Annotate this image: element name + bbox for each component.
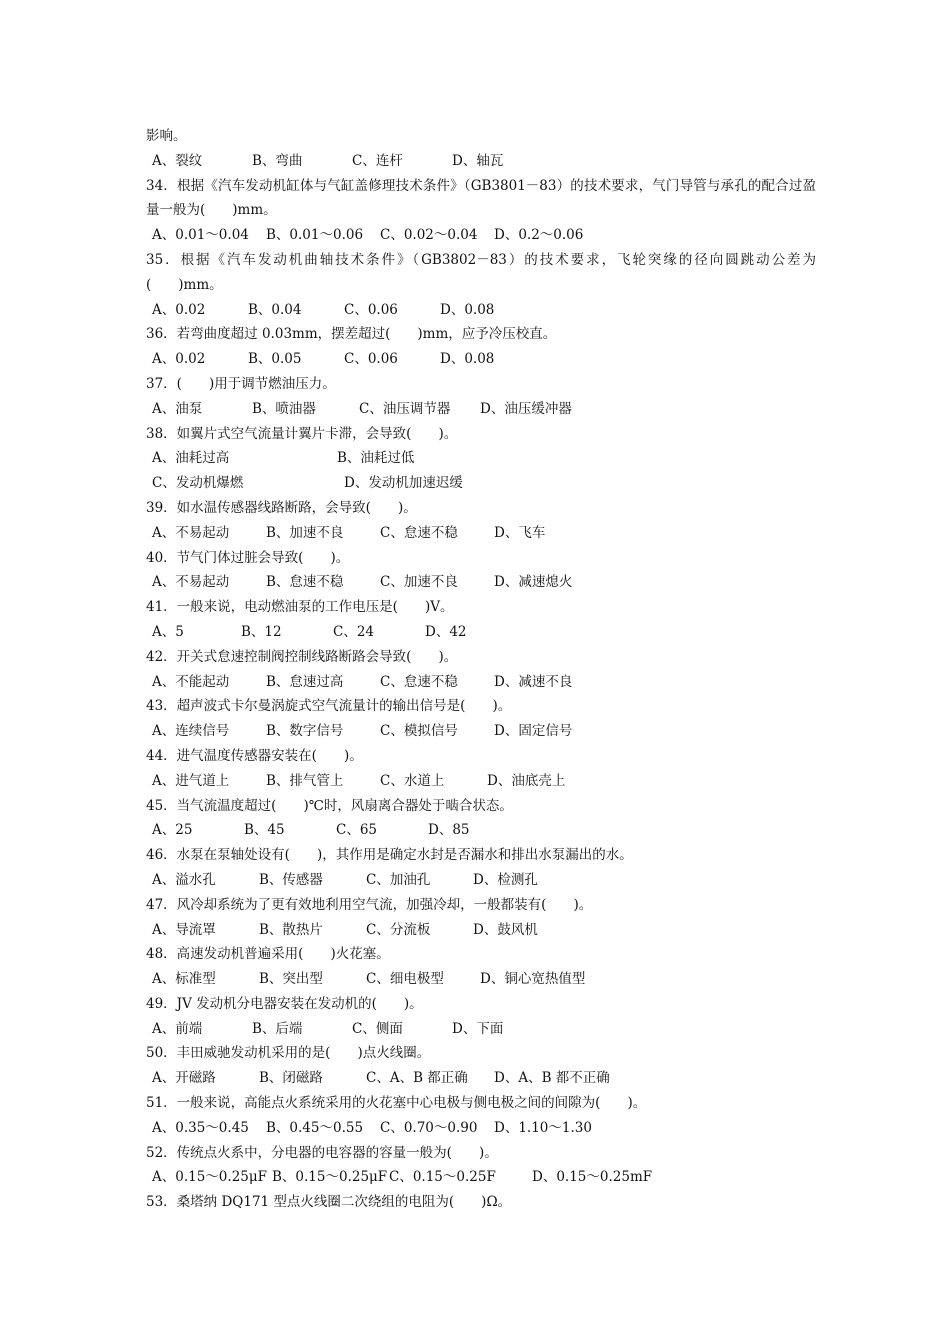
answer-option: B、喷油器 <box>252 400 316 417</box>
answer-option: A、标准型 <box>152 971 216 988</box>
question-text: 40．节气门体过脏会导致( )。 <box>146 549 350 566</box>
answer-option: C、0.70～0.90 <box>380 1119 478 1136</box>
options-row <box>146 471 816 496</box>
options-row <box>146 570 816 595</box>
answer-option: C、A、B 都正确 <box>366 1070 468 1087</box>
options-row <box>146 223 816 248</box>
answer-option: D、油底壳上 <box>487 772 566 789</box>
answer-option: A、25 <box>152 822 193 839</box>
answer-option: A、溢水孔 <box>152 871 216 888</box>
question-text: 47．风冷却系统为了更有效地利用空气流，加强冷却，一般都装有( )。 <box>146 896 593 913</box>
answer-option: B、45 <box>244 822 285 839</box>
answer-option: D、检测孔 <box>473 871 538 888</box>
answer-option: C、加速不良 <box>380 574 458 591</box>
answer-option: D、铜心宽热值型 <box>480 971 586 988</box>
answer-option: B、0.45～0.55 <box>266 1119 364 1136</box>
answer-option: A、连续信号 <box>152 723 230 740</box>
answer-option: C、0.06 <box>344 301 398 318</box>
options-row <box>146 1165 816 1190</box>
answer-option: B、排气管上 <box>266 772 344 789</box>
answer-option: B、加速不良 <box>266 524 344 541</box>
options-row <box>146 298 816 323</box>
answer-option: D、减速熄火 <box>494 574 573 591</box>
question-text: 41．一般来说，电动燃油泵的工作电压是( )V。 <box>146 599 454 616</box>
options-row <box>146 347 816 372</box>
answer-option: C、侧面 <box>352 1020 403 1037</box>
answer-option: B、0.01～0.06 <box>266 227 364 244</box>
answer-option: A、开磁路 <box>152 1070 216 1087</box>
question-text: 50．丰田威驰发动机采用的是( )点火线圈。 <box>146 1045 431 1062</box>
answer-option: C、模拟信号 <box>380 723 458 740</box>
answer-option: A、油泵 <box>152 400 203 417</box>
answer-option: B、怠速过高 <box>266 673 344 690</box>
answer-option: C、怠速不稳 <box>380 524 458 541</box>
options-row <box>146 1017 816 1042</box>
answer-option: B、12 <box>241 623 282 640</box>
answer-option: D、减速不良 <box>494 673 573 690</box>
answer-option: D、0.2～0.06 <box>494 227 584 244</box>
question-text: 46．水泵在泵轴处设有( )，其作用是确定水封是否漏水和排出水泵漏出的水。 <box>146 847 633 864</box>
answer-option: A、不易起动 <box>152 574 230 591</box>
question-text: 43．超声波式卡尔曼涡旋式空气流量计的输出信号是( )。 <box>146 698 512 715</box>
question-text: 37．( )用于调节燃油压力。 <box>146 375 336 392</box>
answer-option: D、油压缓冲器 <box>480 400 572 417</box>
question-text: 影响。 <box>146 128 187 144</box>
answer-option: D、发动机加速迟缓 <box>344 475 463 492</box>
answer-option: D、鼓风机 <box>473 921 538 938</box>
options-row <box>146 446 816 471</box>
answer-option: D、0.08 <box>440 351 495 368</box>
answer-option: C、0.02～0.04 <box>380 227 478 244</box>
answer-option: A、不易起动 <box>152 524 230 541</box>
question-text: 48．高速发动机普遍采用( )火花塞。 <box>146 946 390 963</box>
answer-option: A、0.01～0.04 <box>152 227 249 244</box>
answer-option: A、0.02 <box>152 301 206 318</box>
answer-option: A、0.15～0.25μF <box>152 1169 268 1186</box>
answer-option: B、突出型 <box>259 971 323 988</box>
answer-option: C、发动机爆燃 <box>152 475 244 492</box>
options-row <box>146 670 816 695</box>
options-row <box>146 397 816 422</box>
question-text: 51．一般来说，高能点火系统采用的火花塞中心电极与侧电极之间的间隙为( )。 <box>146 1095 647 1112</box>
answer-option: B、数字信号 <box>266 723 344 740</box>
answer-option: B、传感器 <box>259 871 323 888</box>
question-text: 36．若弯曲度超过 0.03mm，摆差超过( )mm，应予冷压校直。 <box>146 326 557 343</box>
options-row <box>146 818 816 843</box>
answer-option: A、前端 <box>152 1020 203 1037</box>
answer-option: A、不能起动 <box>152 673 230 690</box>
question-text: 35．根据《汽车发动机曲轴技术条件》（GB3802－83）的技术要求，飞轮突缘的径向圆跳动公差为( )mm。 <box>146 251 816 293</box>
question-text: 34．根据《汽车发动机缸体与气缸盖修理技术条件》（GB3801－83）的技术要求，气门导管与承孔的配合过盈量一般为( )mm。 <box>146 177 816 219</box>
answer-option: D、轴瓦 <box>452 152 504 169</box>
answer-option: C、连杆 <box>352 152 403 169</box>
question-text: 42．开关式怠速控制阀控制线路断路会导致( )。 <box>146 648 458 665</box>
answer-option: C、油压调节器 <box>359 400 451 417</box>
answer-option: A、0.02 <box>152 351 206 368</box>
answer-option: C、65 <box>336 822 378 839</box>
answer-option: B、0.15～0.25μF <box>272 1169 388 1186</box>
question-text: 44．进气温度传感器安装在( )。 <box>146 747 363 764</box>
options-row <box>146 620 816 645</box>
answer-option: B、弯曲 <box>252 152 303 169</box>
options-row <box>146 1066 816 1091</box>
question-text: 49．JV 发动机分电器安装在发动机的( )。 <box>146 995 423 1012</box>
answer-option: D、42 <box>425 623 467 640</box>
answer-option: D、85 <box>428 822 470 839</box>
answer-option: A、油耗过高 <box>152 450 230 467</box>
question-text: 53．桑塔纳 DQ171 型点火线圈二次绕组的电阻为( )Ω。 <box>146 1194 512 1211</box>
answer-option: D、A、B 都不正确 <box>494 1070 610 1087</box>
answer-option: D、下面 <box>452 1020 504 1037</box>
answer-option: B、闭磁路 <box>259 1070 323 1087</box>
answer-option: C、0.06 <box>344 351 398 368</box>
question-text: 39．如水温传感器线路断路，会导致( )。 <box>146 499 417 516</box>
options-row <box>146 719 816 744</box>
answer-option: D、固定信号 <box>494 723 573 740</box>
answer-option: B、怠速不稳 <box>266 574 344 591</box>
answer-option: C、24 <box>333 623 375 640</box>
options-row <box>146 868 816 893</box>
answer-option: D、飞车 <box>494 524 546 541</box>
options-row <box>146 149 816 174</box>
answer-option: A、进气道上 <box>152 772 230 789</box>
options-row <box>146 918 816 943</box>
answer-option: B、油耗过低 <box>337 450 415 467</box>
answer-option: C、分流板 <box>366 921 431 938</box>
answer-option: B、散热片 <box>259 921 323 938</box>
options-row <box>146 1116 816 1141</box>
answer-option: C、水道上 <box>380 772 445 789</box>
answer-option: A、裂纹 <box>152 152 203 169</box>
answer-option: C、0.15～0.25F <box>389 1169 496 1186</box>
answer-option: D、0.15～0.25mF <box>532 1169 653 1186</box>
options-row <box>146 967 816 992</box>
options-row <box>146 521 816 546</box>
answer-option: D、1.10～1.30 <box>494 1119 592 1136</box>
answer-option: A、导流罩 <box>152 921 216 938</box>
answer-option: B、后端 <box>252 1020 303 1037</box>
answer-option: C、怠速不稳 <box>380 673 458 690</box>
answer-option: D、0.08 <box>440 301 495 318</box>
answer-option: C、细电极型 <box>366 971 444 988</box>
options-row <box>146 769 816 794</box>
question-text: 52．传统点火系中，分电器的电容器的容量一般为( )。 <box>146 1144 498 1161</box>
answer-option: B、0.05 <box>248 351 302 368</box>
question-list <box>146 124 816 1215</box>
question-text: 45．当气流温度超过( )℃时，风扇离合器处于啮合状态。 <box>146 797 513 814</box>
answer-option: B、0.04 <box>248 301 302 318</box>
question-text: 38．如翼片式空气流量计翼片卡滞，会导致( )。 <box>146 425 458 442</box>
answer-option: A、5 <box>152 623 184 640</box>
answer-option: C、加油孔 <box>366 871 431 888</box>
answer-option: A、0.35～0.45 <box>152 1119 249 1136</box>
